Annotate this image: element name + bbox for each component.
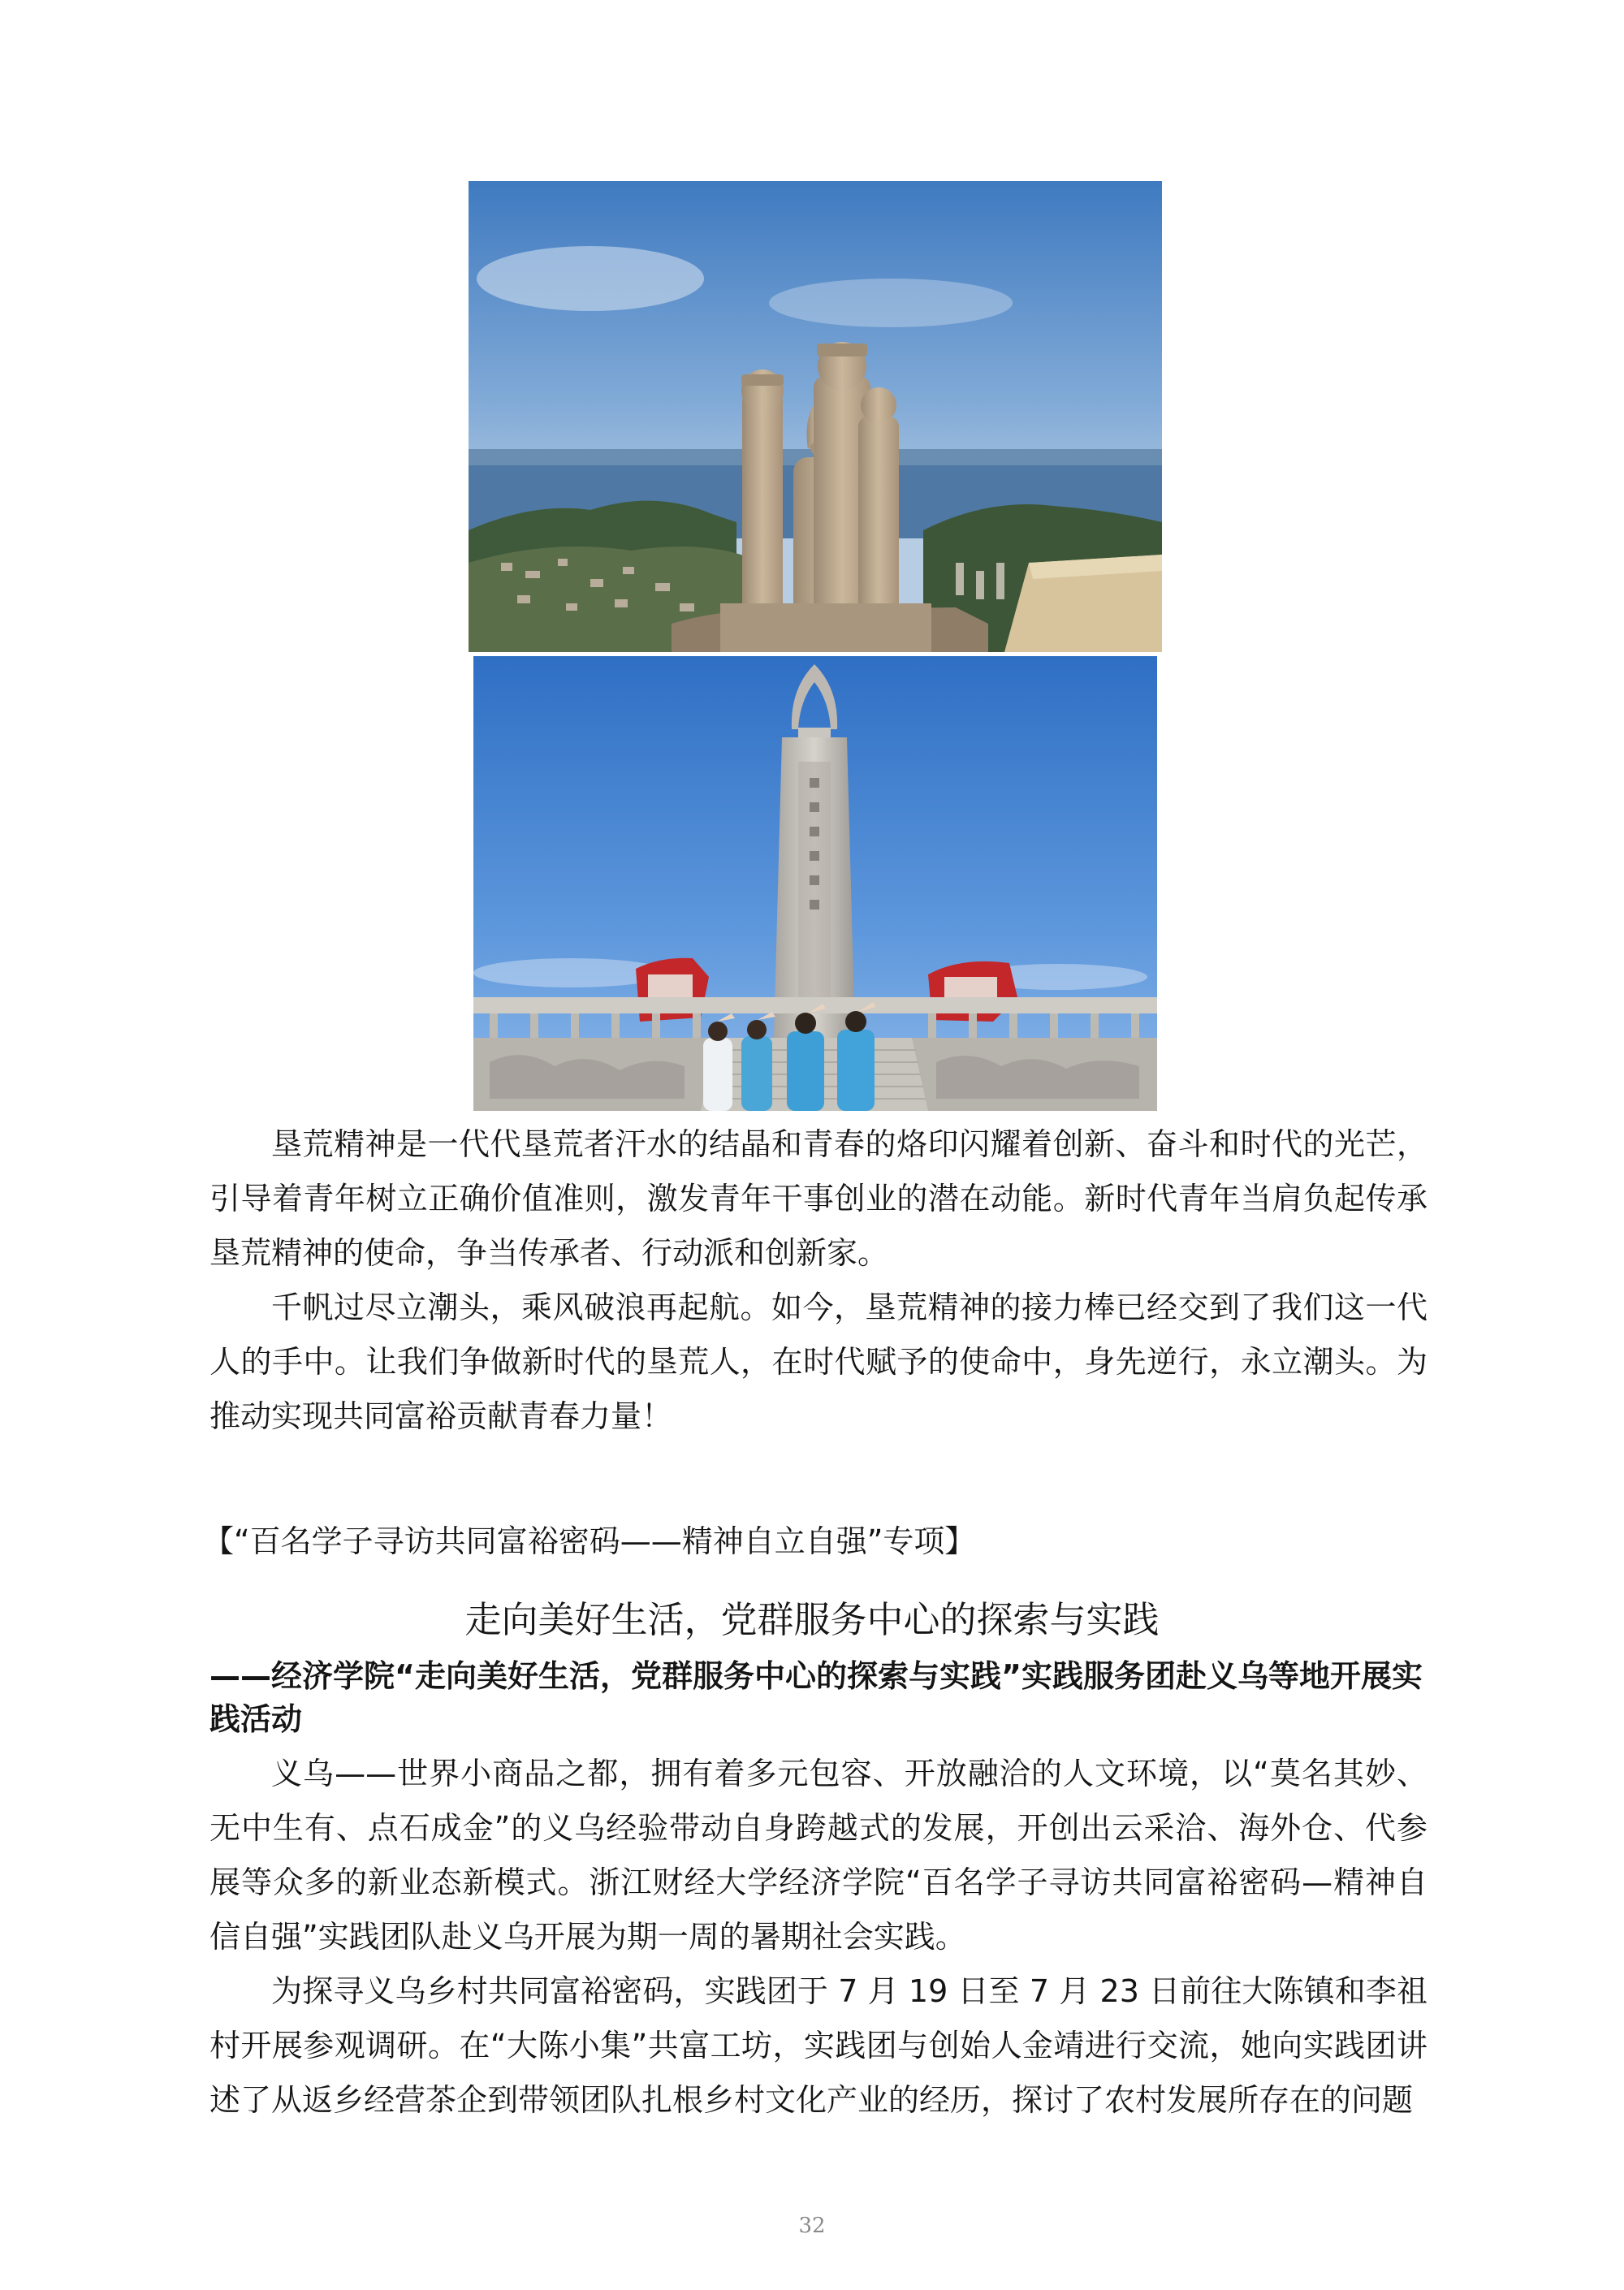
photo-statue (469, 181, 1162, 652)
section-tag: 【“百名学子寻访共同富裕密码——精神自立自强”专项】 (203, 1523, 976, 1559)
page-number: 32 (798, 2214, 826, 2238)
paragraph-field-research: 为探寻义乌乡村共同富裕密码，实践团于 7 月 19 日至 7 月 23 日前往大陈镇和李祖村开展参观调研。在“大陈小集”共富工坊，实践团与创始人金靖进行交流，她向实践团讲述了从返乡经营茶企到带领团队扎根乡村文化产业的经历，探讨了农村发展所存在的问题 (209, 1973, 1427, 2118)
paragraph-relay: 千帆过尽立潮头，乘风破浪再起航。如今，垦荒精神的接力棒已经交到了我们这一代人的手中。让我们争做新时代的垦荒人，在时代赋予的使命中，身先逆行，永立潮头。为推动实现共同富裕贡献青春力量！ (209, 1290, 1427, 1434)
statue-photo-art (469, 181, 1162, 652)
paragraph-reclamation-spirit: 垦荒精神是一代代垦荒者汗水的结晶和青春的烙印闪耀着创新、奋斗和时代的光芒，引导着青年树立正确价值准则，激发青年干事创业的潜在动能。新时代青年当肩负起传承垦荒精神的使命，争当传承者、行动派和创新家。 (209, 1126, 1427, 1271)
monument-photo-art (473, 656, 1157, 1111)
article-title: 走向美好生活，党群服务中心的探索与实践 (464, 1598, 1160, 1641)
photo-monument (473, 656, 1157, 1111)
paragraph-yiwu-intro: 义乌——世界小商品之都，拥有着多元包容、开放融洽的人文环境，以“莫名其妙、无中生有、点石成金”的义乌经验带动自身跨越式的发展，开创出云采洽、海外仓、代参展等众多的新业态新模式。浙江财经大学经济学院“百名学子寻访共同富裕密码—精神自信自强”实践团队赴义乌开展为期一周的暑期社会实践。 (209, 1756, 1427, 1955)
article-subtitle: ——经济学院“走向美好生活，党群服务中心的探索与实践”实践服务团赴义乌等地开展实践活动 (209, 1658, 1423, 1737)
